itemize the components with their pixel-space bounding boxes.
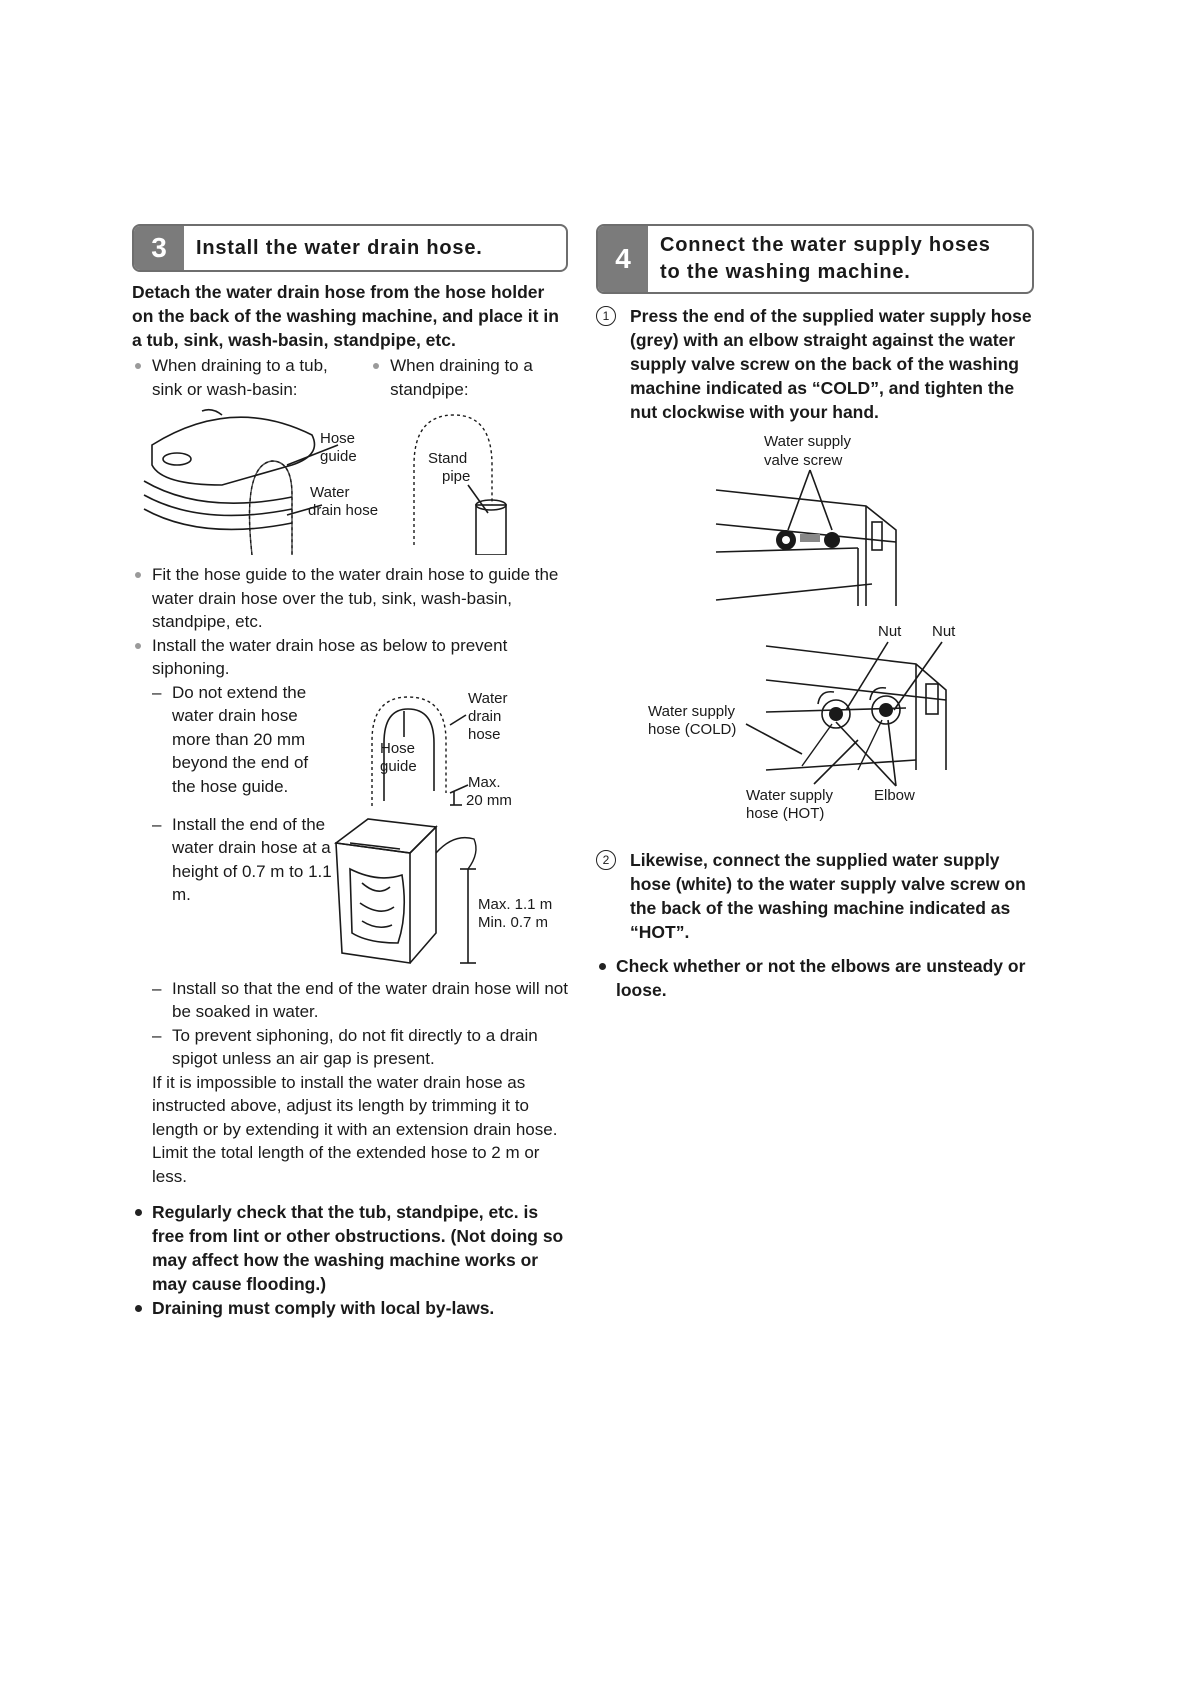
- height-block: [132, 813, 568, 973]
- check-lint-text: Regularly check that the tub, standpipe, etc. is free from lint or other obstructions. (Not doing so may affect how the washing machine works or may cause flooding.): [152, 1202, 564, 1294]
- bullet-check-lint: [132, 1200, 568, 1296]
- check-elbows-text: Check whether or not the elbows are unsteady or loose.: [616, 956, 1026, 1000]
- dash-extend-text: Do not extend the water drain hose more than 20 mm beyond the end of the hose guide.: [172, 682, 309, 796]
- hose-guide-figure: [350, 681, 560, 811]
- bullet-icon: [135, 363, 141, 369]
- dash-soaked: – Install so that the end of the water drain hose will not be soaked in water.: [152, 978, 568, 1021]
- drain-hose-figure: [142, 405, 562, 555]
- label-fig2-drain-2: drain: [468, 707, 502, 725]
- bullet-prevent-siphoning: [132, 634, 568, 681]
- washing-machine-illustration: [336, 819, 436, 963]
- label-elbow: Elbow: [874, 787, 915, 804]
- label-hose-guide-2: guide: [320, 448, 357, 465]
- label-max-height: Max. 1.1 m: [478, 895, 553, 913]
- label-hose-guide-1: Hose: [320, 430, 356, 447]
- bullet-icon: [599, 963, 606, 970]
- washer-height-figure: [328, 813, 578, 969]
- label-stand-pipe-2: pipe: [442, 468, 471, 485]
- bullet-icon: [135, 1305, 142, 1312]
- case-standpipe: [370, 354, 568, 401]
- dash-soaked-text: Install so that the end of the water drain hose will not be soaked in water.: [172, 978, 568, 1021]
- step-4-number: 4: [598, 226, 648, 292]
- label-fig2-drain-3: hose: [468, 725, 501, 743]
- case-tub: [132, 354, 356, 401]
- step-4-title-line-2: to the washing machine.: [660, 261, 911, 283]
- label-fig2-drain-1: Water: [468, 689, 508, 707]
- case-tub-text: When draining to a tub, sink or wash-basin:: [152, 356, 328, 399]
- label-min-height: Min. 0.7 m: [478, 913, 549, 931]
- label-valve-screw-1: Water supply: [764, 433, 851, 450]
- label-fig2-hose-guide-2: guide: [380, 757, 417, 775]
- label-nut-2: Nut: [932, 623, 956, 640]
- item-2-text: Likewise, connect the supplied water supply hose (white) to the water supply valve screw on the back of the washing machine indicated as “HOT”.: [630, 850, 1026, 942]
- step-4-title: [648, 226, 1003, 292]
- bullet-icon: [373, 363, 379, 369]
- tub-illustration: [144, 410, 315, 555]
- step-3-header: [132, 224, 568, 272]
- circled-number-1: 1: [596, 306, 616, 326]
- bullet-bylaws: [132, 1296, 568, 1320]
- label-drain-hose-1: Water: [310, 484, 350, 501]
- label-hot-hose-2: hose (HOT): [746, 805, 825, 822]
- bullet-icon: [135, 643, 141, 649]
- label-hot-hose-1: Water supply: [746, 787, 833, 804]
- dash-height: – Install the end of the water drain hose at a height of 0.7 m to 1.1 m.: [152, 814, 332, 904]
- step-3-section: [132, 224, 568, 1320]
- bylaws-text: Draining must comply with local by-laws.: [152, 1298, 495, 1318]
- bullet-install-text: Install the water drain hose as below to prevent siphoning.: [152, 635, 508, 678]
- label-nut-1: Nut: [878, 623, 902, 640]
- machine-back-illustration: [716, 490, 896, 606]
- label-fig2-max-1: Max.: [468, 773, 501, 791]
- valve-screw-figure: [596, 430, 1016, 610]
- dash-siphon-text: To prevent siphoning, do not fit directly to a drain spigot unless an air gap is present.: [172, 1025, 538, 1068]
- case-standpipe-text: When draining to a standpipe:: [390, 356, 533, 399]
- drain-cases: [132, 354, 568, 401]
- item-1-text: Press the end of the supplied water supply hose (grey) with an elbow straight against the water supply valve screw on the back of the washing machine indicated as “COLD”, and tighten the nut clockwise with your hand.: [630, 306, 1032, 422]
- label-cold-hose-2: hose (COLD): [648, 721, 737, 738]
- bullet-check-elbows: [596, 954, 1034, 1002]
- standpipe-illustration: [414, 415, 506, 555]
- label-fig2-max-2: 20 mm: [466, 791, 512, 809]
- hot-valve-screw: [824, 532, 840, 548]
- extend-limit-block: [132, 681, 568, 813]
- step-3-number: 3: [134, 226, 184, 270]
- step-4-item-1: [596, 304, 1034, 424]
- circled-number-2: 2: [596, 850, 616, 870]
- bullet-icon: [135, 572, 141, 578]
- step-4-item-2: [596, 848, 1034, 944]
- step-4-header: [596, 224, 1034, 294]
- bullet-fit-hose-guide: [132, 563, 568, 634]
- dash-height-text: Install the end of the water drain hose at a height of 0.7 m to 1.1 m.: [172, 814, 332, 904]
- dash-siphon: – To prevent siphoning, do not fit directly to a drain spigot unless an air gap is present.: [152, 1025, 538, 1068]
- bullet-fit-text: Fit the hose guide to the water drain hose to guide the water drain hose over the tub, sink, wash-basin, standpipe, etc.: [152, 565, 559, 631]
- bullet-icon: [135, 1209, 142, 1216]
- label-stand-pipe-1: Stand: [428, 450, 468, 467]
- label-valve-screw-2: valve screw: [764, 452, 843, 469]
- length-note: If it is impossible to install the water drain hose as instructed above, adjust its length by trimming it to length or by extending it with an extension drain hose. Limit the total length of the extended hose to 2 m or less.: [152, 1072, 558, 1186]
- hose-connection-figure: [596, 620, 1016, 830]
- label-drain-hose-2: drain hose: [308, 502, 379, 519]
- step-4-title-line-1: Connect the water supply hoses: [660, 234, 991, 256]
- step-3-intro: Detach the water drain hose from the hose holder on the back of the washing machine, and place it in a tub, sink, wash-basin, standpipe, etc.: [132, 282, 559, 350]
- label-fig2-hose-guide-1: Hose: [380, 739, 416, 757]
- step-4-section: [596, 224, 1034, 1002]
- machine-back-illustration-2: [766, 646, 946, 770]
- label-cold-hose-1: Water supply: [648, 703, 735, 720]
- step-3-title: Install the water drain hose.: [196, 236, 483, 259]
- dash-extend: – Do not extend the water drain hose more than 20 mm beyond the end of the hose guide.: [152, 682, 309, 796]
